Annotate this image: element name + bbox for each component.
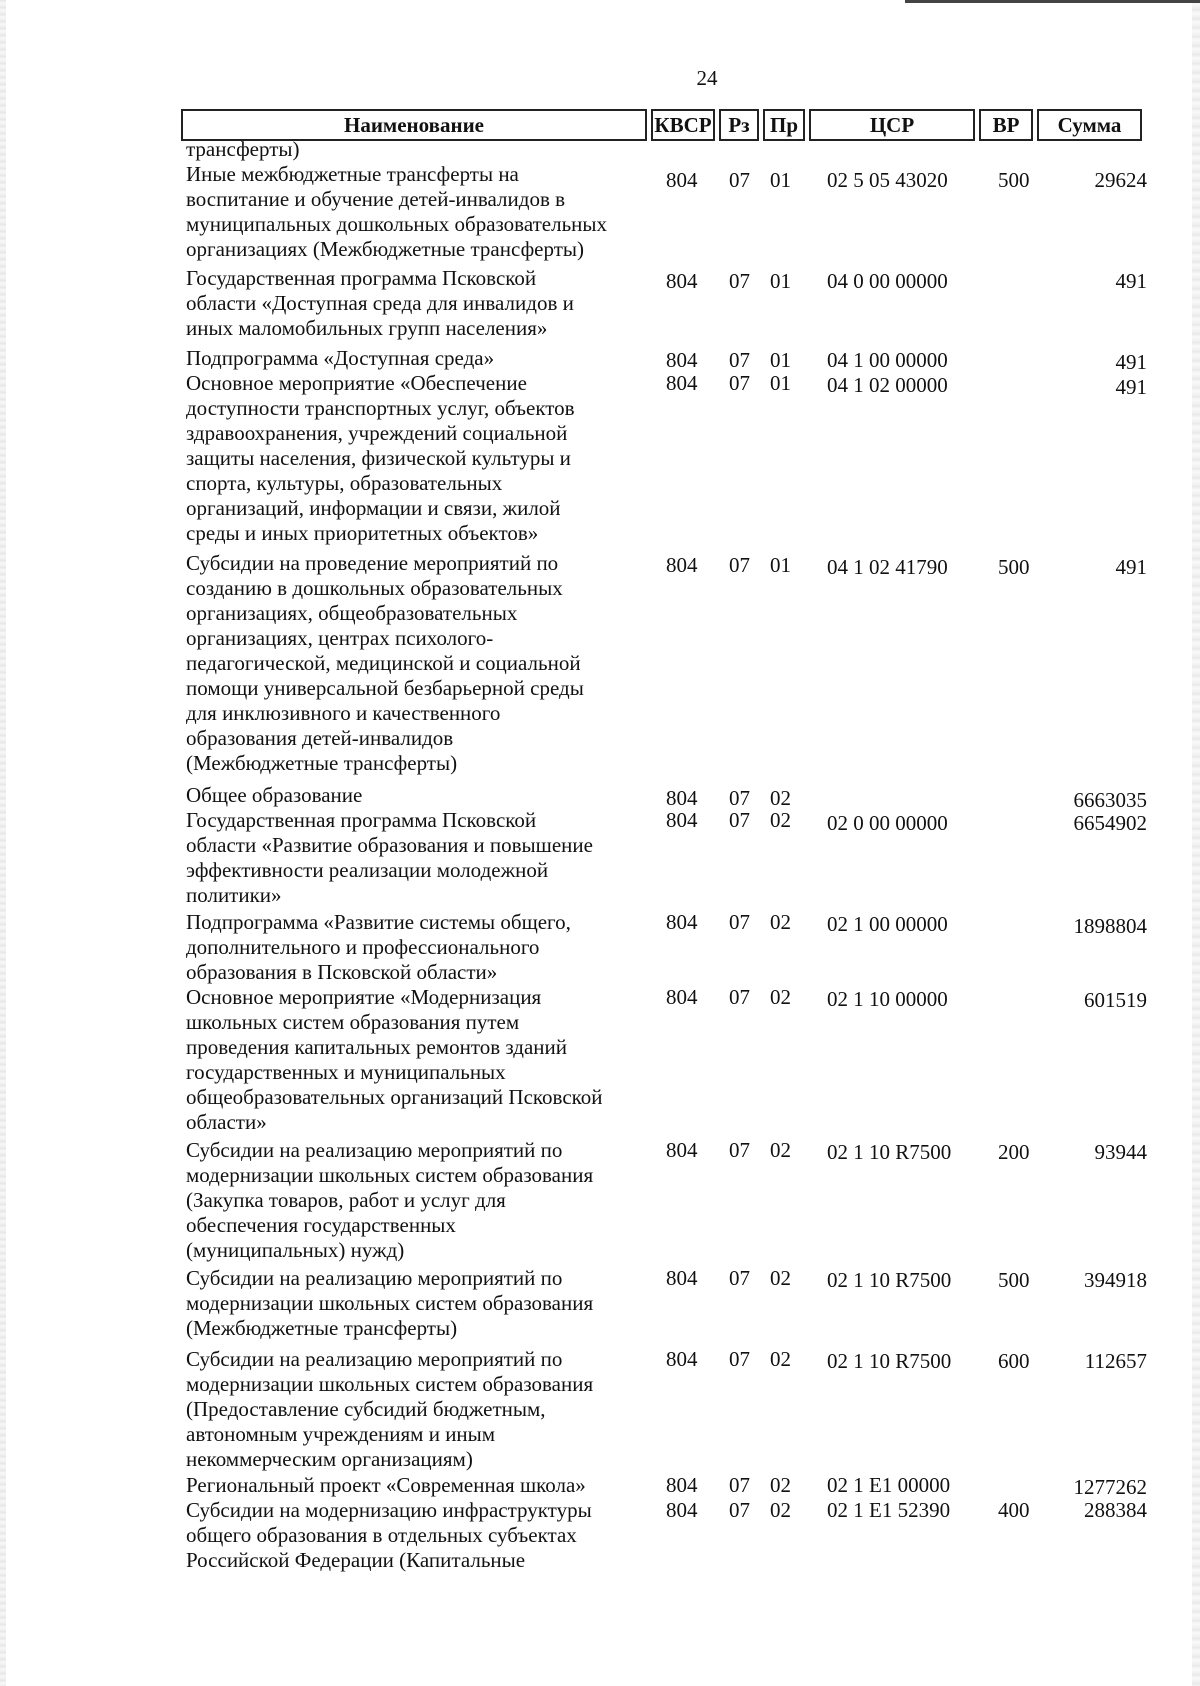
cell-name: трансферты) — [186, 137, 300, 161]
cell-csr: 02 1 10 00000 — [827, 987, 948, 1011]
cell-kvsr: 804 — [666, 269, 698, 293]
cell-kvsr: 804 — [666, 1266, 698, 1290]
cell-csr: 02 0 00 00000 — [827, 811, 948, 835]
cell-rz: 07 — [729, 269, 750, 293]
cell-pr: 01 — [770, 168, 791, 192]
cell-pr: 02 — [770, 910, 791, 934]
cell-name: Общее образование — [186, 783, 363, 807]
cell-name: Субсидии на реализацию мероприятий по модернизации школьных систем образования (Межбюджетные трансферты) — [186, 1266, 594, 1340]
cell-pr: 02 — [770, 1266, 791, 1290]
cell-rz: 07 — [729, 1473, 750, 1497]
cell-kvsr: 804 — [666, 910, 698, 934]
cell-vr: 400 — [998, 1498, 1030, 1522]
cell-sum: 1898804 — [1073, 914, 1147, 938]
cell-sum: 491 — [1115, 555, 1147, 579]
cell-sum: 394918 — [1084, 1268, 1147, 1292]
cell-kvsr: 804 — [666, 168, 698, 192]
cell-kvsr: 804 — [666, 1347, 698, 1371]
cell-rz: 07 — [729, 371, 750, 395]
cell-rz: 07 — [729, 1266, 750, 1290]
cell-sum: 112657 — [1084, 1349, 1147, 1373]
cell-name: Иные межбюджетные трансферты на воспитание и обучение детей-инвалидов в муниципальных дошкольных образовательных организациях (Межбюджетные трансферты) — [186, 162, 608, 261]
cell-vr: 600 — [998, 1349, 1030, 1373]
cell-sum: 288384 — [1084, 1498, 1147, 1522]
cell-csr: 02 1 E1 00000 — [827, 1473, 951, 1497]
page-number: 24 — [696, 66, 718, 90]
cell-name: Государственная программа Псковской области «Развитие образования и повышение эффективности реализации молодежной политики» — [186, 808, 593, 907]
cell-name: Подпрограмма «Доступная среда» — [186, 346, 495, 370]
cell-csr: 04 1 02 41790 — [827, 555, 948, 579]
cell-rz: 07 — [729, 168, 750, 192]
header-rz: Рз — [719, 109, 759, 141]
header-kvsr: КВСР — [651, 109, 715, 141]
cell-kvsr: 804 — [666, 786, 698, 810]
cell-pr: 02 — [770, 1498, 791, 1522]
cell-name: Основное мероприятие «Модернизация школьных систем образования путем проведения капитальных ремонтов зданий государственных и муниципальных общеобразовательных организаций Псковской области» — [186, 985, 603, 1134]
cell-csr: 04 1 02 00000 — [827, 373, 948, 397]
cell-vr: 200 — [998, 1140, 1030, 1164]
cell-pr: 02 — [770, 985, 791, 1009]
cell-csr: 04 0 00 00000 — [827, 269, 948, 293]
cell-name: Региональный проект «Современная школа» — [186, 1473, 586, 1497]
cell-rz: 07 — [729, 1347, 750, 1371]
cell-pr: 01 — [770, 371, 791, 395]
cell-sum: 601519 — [1084, 988, 1147, 1012]
cell-sum: 491 — [1115, 269, 1147, 293]
cell-rz: 07 — [729, 985, 750, 1009]
cell-kvsr: 804 — [666, 371, 698, 395]
cell-rz: 07 — [729, 348, 750, 372]
cell-kvsr: 804 — [666, 985, 698, 1009]
cell-rz: 07 — [729, 910, 750, 934]
cell-vr: 500 — [998, 555, 1030, 579]
cell-kvsr: 804 — [666, 553, 698, 577]
cell-kvsr: 804 — [666, 348, 698, 372]
cell-rz: 07 — [729, 553, 750, 577]
cell-pr: 02 — [770, 808, 791, 832]
cell-sum: 1277262 — [1073, 1475, 1147, 1499]
cell-sum: 491 — [1115, 375, 1147, 399]
cell-name: Субсидии на модернизацию инфраструктуры общего образования в отдельных субъектах Российской Федерации (Капитальные — [186, 1498, 592, 1572]
header-pr: Пр — [763, 109, 805, 141]
scan-edge-right — [1192, 0, 1200, 1686]
cell-sum: 491 — [1115, 350, 1147, 374]
cell-sum: 29624 — [1094, 168, 1147, 192]
cell-pr: 02 — [770, 1138, 791, 1162]
cell-pr: 01 — [770, 348, 791, 372]
cell-vr: 500 — [998, 168, 1030, 192]
cell-csr: 02 1 10 R7500 — [827, 1349, 952, 1373]
cell-sum: 6654902 — [1073, 811, 1147, 835]
header-vr: ВР — [979, 109, 1033, 141]
cell-csr: 02 5 05 43020 — [827, 168, 948, 192]
cell-csr: 02 1 10 R7500 — [827, 1140, 952, 1164]
cell-name: Государственная программа Псковской области «Доступная среда для инвалидов и иных маломобильных групп населения» — [186, 266, 574, 340]
header-name: Наименование — [181, 109, 647, 141]
cell-name: Основное мероприятие «Обеспечение доступности транспортных услуг, объектов здравоохранения, учреждений социальной защиты населения, физической культуры и спорта, культуры, образовательных организаций, информации и связи, жилой среды и иных приоритетных объектов» — [186, 371, 575, 545]
cell-csr: 02 1 E1 52390 — [827, 1498, 951, 1522]
cell-sum: 93944 — [1094, 1140, 1147, 1164]
cell-vr: 500 — [998, 1268, 1030, 1292]
header-csr: ЦСР — [809, 109, 975, 141]
cell-csr: 02 1 10 R7500 — [827, 1268, 952, 1292]
cell-name: Субсидии на реализацию мероприятий по модернизации школьных систем образования (Предоставление субсидий бюджетным, автономным учреждениям и иным некоммерческим организациям) — [186, 1347, 594, 1471]
cell-pr: 01 — [770, 553, 791, 577]
cell-rz: 07 — [729, 808, 750, 832]
cell-csr: 04 1 00 00000 — [827, 348, 948, 372]
cell-name: Субсидии на реализацию мероприятий по модернизации школьных систем образования (Закупка товаров, работ и услуг для обеспечения государственных (муниципальных) нужд) — [186, 1138, 594, 1262]
cell-sum: 6663035 — [1073, 788, 1147, 812]
cell-pr: 02 — [770, 1347, 791, 1371]
cell-pr: 02 — [770, 1473, 791, 1497]
cell-kvsr: 804 — [666, 1473, 698, 1497]
cell-rz: 07 — [729, 1138, 750, 1162]
cell-kvsr: 804 — [666, 1138, 698, 1162]
cell-name: Субсидии на проведение мероприятий по созданию в дошкольных образовательных организациях, общеобразовательных организациях, центрах психолого- педагогической, медицинской и социальной помощи универсальной безбарьерной среды для инклюзивного и качественного образования детей-инвалидов (Межбюджетные трансферты) — [186, 551, 584, 775]
cell-pr: 02 — [770, 786, 791, 810]
header-sum: Сумма — [1037, 109, 1142, 141]
scan-edge-left — [0, 0, 6, 1686]
cell-rz: 07 — [729, 786, 750, 810]
cell-kvsr: 804 — [666, 1498, 698, 1522]
cell-csr: 02 1 00 00000 — [827, 912, 948, 936]
cell-pr: 01 — [770, 269, 791, 293]
scan-artifact-line — [905, 0, 1200, 3]
cell-kvsr: 804 — [666, 808, 698, 832]
cell-name: Подпрограмма «Развитие системы общего, дополнительного и профессионального образования в Псковской области» — [186, 910, 571, 984]
cell-rz: 07 — [729, 1498, 750, 1522]
